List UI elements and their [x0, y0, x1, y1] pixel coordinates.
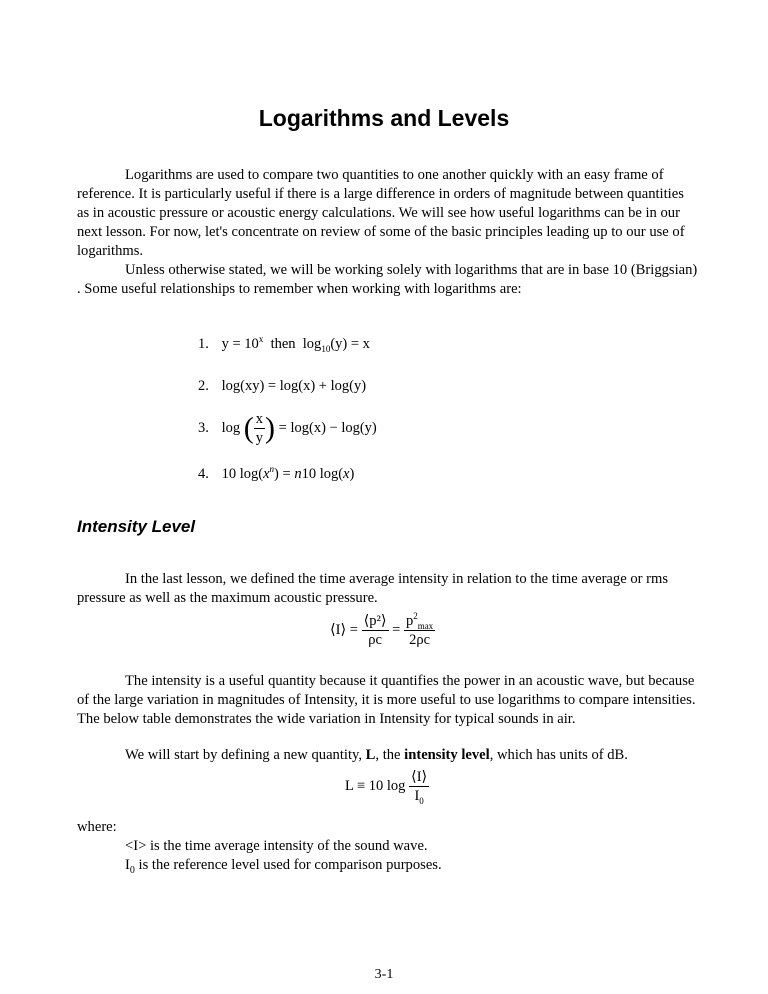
intro-paragraph-1: Logarithms are used to compare two quantities to one another quickly with an easy frame of reference. It is particularly useful if there is a large difference in orders of magnitude between quantities as in acoustic pressure or acoustic energy calculations. We will see how useful logarithms can be in our next lesson. For now, let's concentrate on review of some of the basic principles leading up to our use of logarithms.: [77, 167, 685, 259]
where-definitions: [77, 818, 699, 875]
intensity-paragraph-1: In the last lesson, we defined the time average intensity in relation to the time average or rms pressure as well as the maximum acoustic pressure.: [77, 571, 669, 606]
intensity-paragraph-2: The intensity is a useful quantity because it quantifies the power in an acoustic wave, but because of the large variation in magnitudes of Intensity, it is more useful to use logarithms to compare intensities. The below table demonstrates the wide variation in Intensity for typical sounds in air.: [77, 673, 696, 727]
intensity-level-equation: L ≡ 10 log $\frac{⟨I⟩}{I_0}$: [345, 769, 428, 806]
log-relationship-4: 4. 10 $\log(x^n) = n10$ log(x): [198, 464, 355, 482]
intro-paragraph-2: Unless otherwise stated, we will be working solely with logarithms that are in base 10 (Briggsian) . Some useful relationships to remember when working with logarithms are:: [77, 262, 698, 297]
log-relationship-1: 1. $y = 10^x$ then $\log_{10}(y) = x$: [198, 334, 370, 354]
intensity-paragraph-3: We will start by defining a new quantity, L, the intensity level, which has units of dB.: [125, 747, 628, 763]
page-number: 3-1: [374, 967, 394, 982]
intensity-equation: ⟨I⟩ = $\frac{\text{⟨p²⟩}}{\rho c}$ = $\frac{p^2_{max}}{2\rho c}$: [330, 611, 434, 648]
log-relationship-2: 2. log(xy) = log(x) + log(y): [198, 378, 367, 394]
page-title: Logarithms and Levels: [258, 105, 510, 131]
where-item-reference: $I_0$ is the reference level used for comparison purposes.: [125, 857, 442, 876]
where-label: where:: [77, 819, 117, 835]
where-item-intensity: <I> is the time average intensity of the sound wave.: [125, 838, 428, 854]
log-relationship-3: 3. log ( $\frac{x}{y}$ ) = log(x) − log(y): [198, 411, 377, 446]
section-heading-intensity-level: Intensity Level: [77, 517, 196, 536]
